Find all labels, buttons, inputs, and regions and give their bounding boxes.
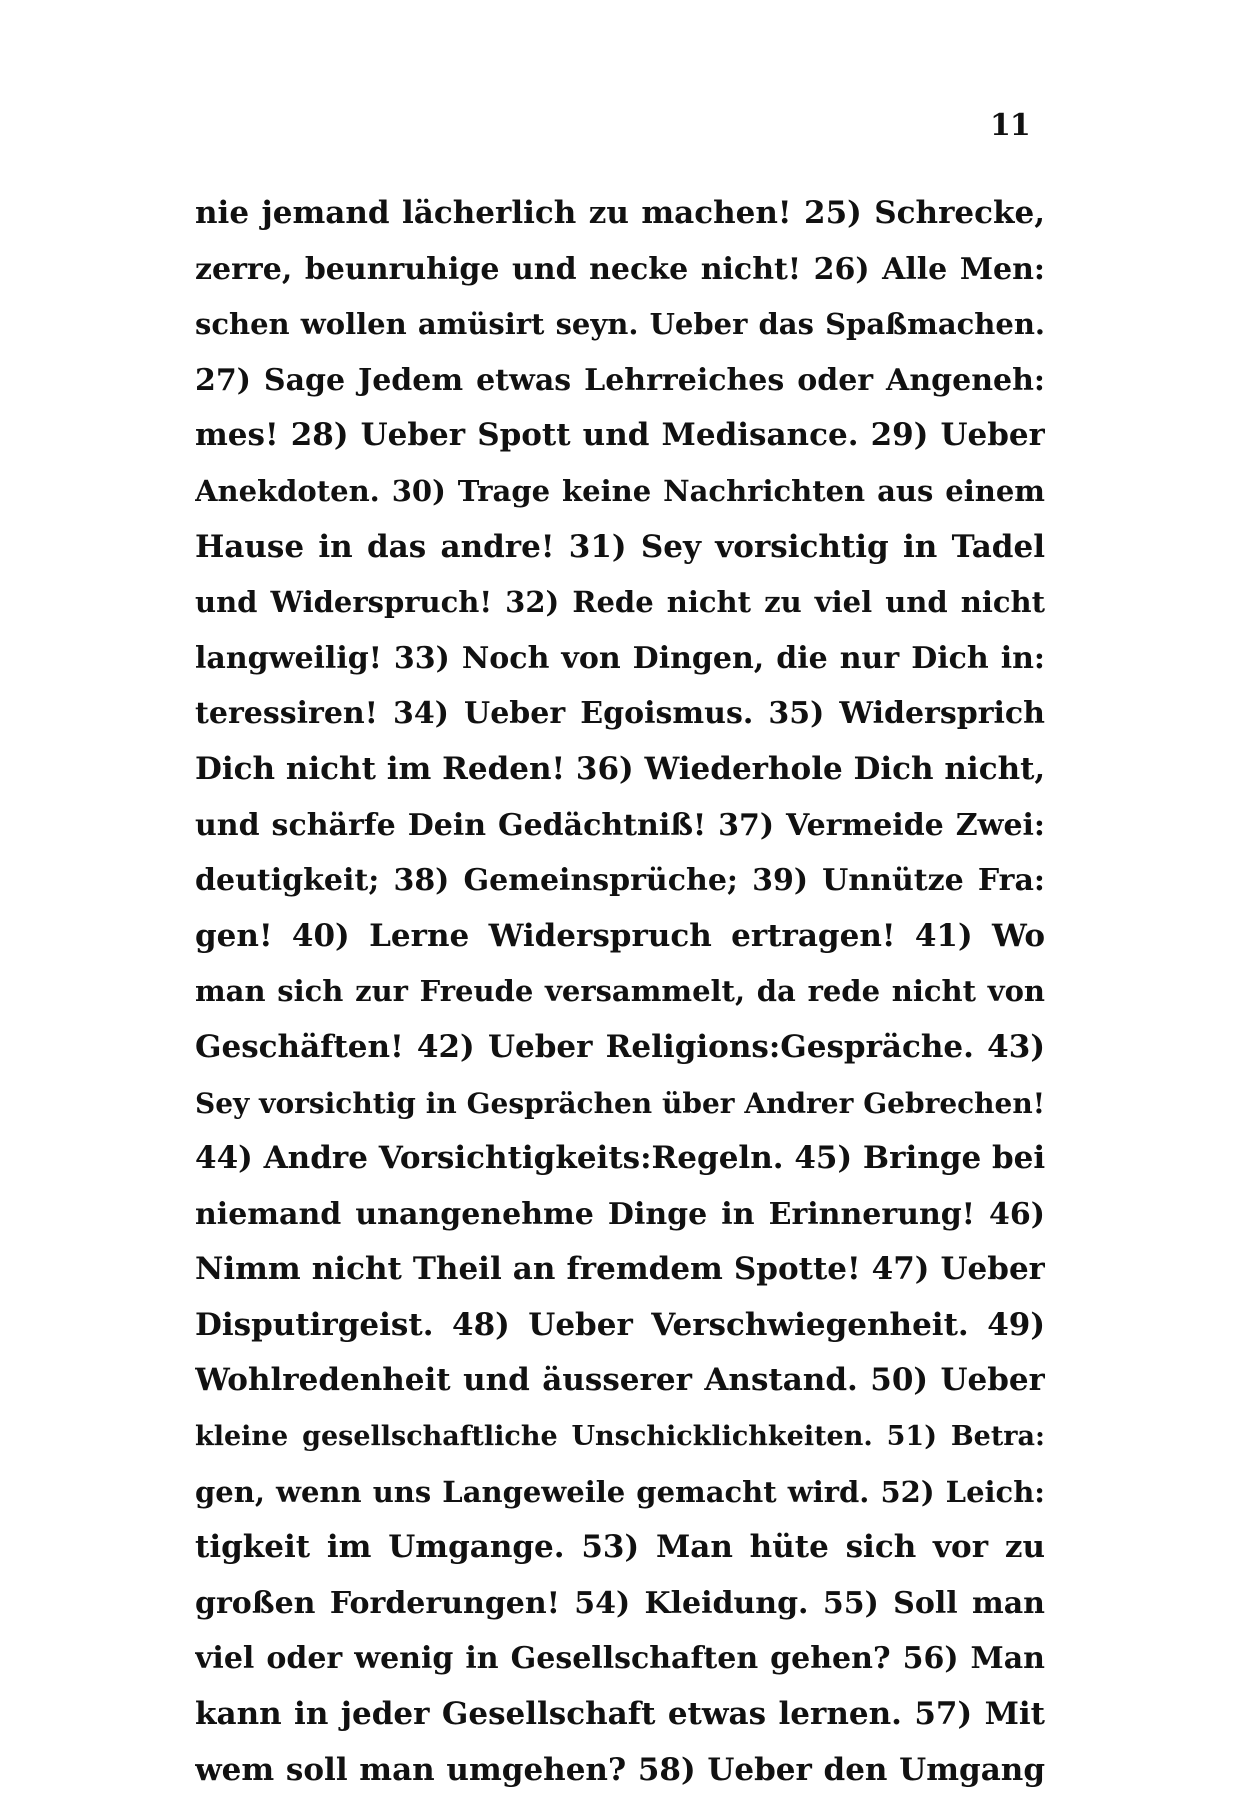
page-number: 11 — [990, 108, 1030, 143]
text-line: zerre, beunruhige und necke nicht! 26) Alle Men: — [195, 251, 1045, 287]
text-line: Dich nicht im Reden! 36) Wiederhole Dich nicht, — [195, 750, 1045, 787]
text-line: kleine gesellschaftliche Unschicklichkeiten. 51) Betra: — [195, 1421, 1045, 1453]
text-line: schen wollen amüsirt seyn. Ueber das Spaßmachen. — [195, 307, 1045, 342]
text-line: und schärfe Dein Gedächtniß! 37) Vermeide Zwei: — [195, 807, 1045, 843]
text-line: Hause in das andre! 31) Sey vorsichtig in Tadel — [195, 528, 1045, 565]
text-line: niemand unangenehme Dinge in Erinnerung! 46) — [195, 1196, 1045, 1232]
text-line: kann in jeder Gesellschaft etwas lernen. 57) Mit — [195, 1696, 1045, 1733]
text-line: großen Forderungen! 54) Kleidung. 55) Soll man — [195, 1585, 1045, 1621]
text-line: nie jemand lächerlich zu machen! 25) Schrecke, — [195, 195, 1045, 231]
text-line: und Widerspruch! 32) Rede nicht zu viel und nicht — [195, 585, 1045, 620]
text-line: gen, wenn uns Langeweile gemacht wird. 52) Leich: — [195, 1474, 1045, 1509]
text-line: Nimm nicht Theil an fremdem Spotte! 47) Ueber — [195, 1251, 1045, 1288]
text-line: wem soll man umgehen? 58) Ueber den Umgang — [195, 1751, 1045, 1788]
body-text — [195, 186, 1045, 1798]
text-line: langweilig! 33) Noch von Dingen, die nur Dich in: — [195, 640, 1045, 676]
text-line: teressiren! 34) Ueber Egoismus. 35) Widersprich — [195, 696, 1045, 732]
text-line: 44) Andre Vorsichtigkeits:Regeln. 45) Bringe bei — [195, 1140, 1045, 1177]
text-line: Sey vorsichtig in Gesprächen über Andrer Gebrechen! — [195, 1086, 1045, 1120]
text-line: Anekdoten. 30) Trage keine Nachrichten aus einem — [195, 473, 1045, 508]
text-line: viel oder wenig in Gesellschaften gehen? 56) Man — [195, 1641, 1045, 1677]
text-line: mes! 28) Ueber Spott und Medisance. 29) Ueber — [195, 417, 1045, 454]
text-line: 27) Sage Jedem etwas Lehrreiches oder Angeneh: — [195, 362, 1045, 398]
text-line: man sich zur Freude versammelt, da rede nicht von — [195, 974, 1045, 1009]
text-line: Wohlredenheit und äusserer Anstand. 50) Ueber — [195, 1362, 1045, 1399]
text-line: gen! 40) Lerne Widerspruch ertragen! 41) Wo — [195, 917, 1045, 954]
text-line: Disputirgeist. 48) Ueber Verschwiegenheit. 49) — [195, 1306, 1045, 1343]
text-line: tigkeit im Umgange. 53) Man hüte sich vor zu — [195, 1529, 1045, 1566]
text-line: Geschäften! 42) Ueber Religions:Gespräche. 43) — [195, 1028, 1045, 1065]
text-line: deutigkeit; 38) Gemeinsprüche; 39) Unnütze Fra: — [195, 863, 1045, 899]
